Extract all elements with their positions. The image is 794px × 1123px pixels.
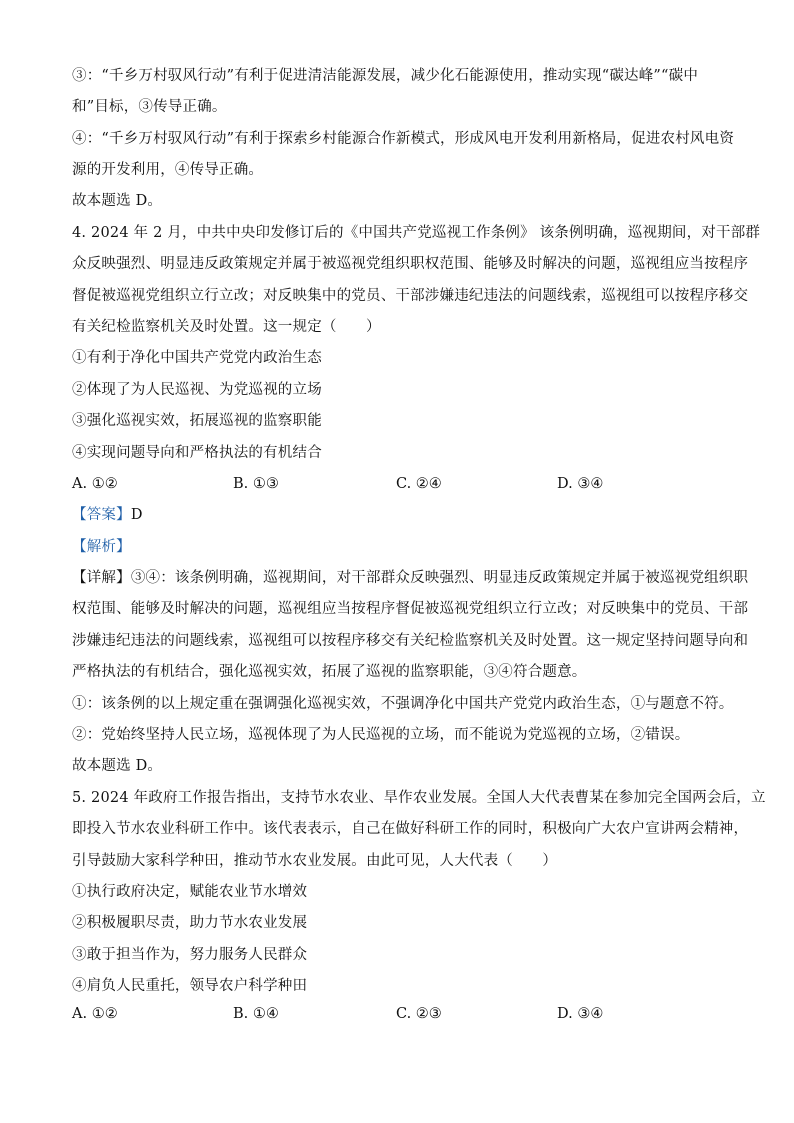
q4-option-a: A. ①② (72, 476, 118, 492)
q4-note-2: ②：党始终坚持人民立场，巡视体现了为人民巡视的立场，而不能说为党巡视的立场，②错误。 (72, 727, 690, 743)
q5-statement-4: ④肩负人民重托，领导农户科学种田 (72, 978, 308, 994)
q4-option-b: B. ①③ (233, 476, 279, 492)
q4-detail-line4: 严格执法的有机结合，强化巡视实效，拓展了巡视的监察职能，③④符合题意。 (72, 664, 587, 680)
q4-detail-line2: 权范围、能够及时解决的问题，巡视组应当按程序督促被巡视党组织立行立改；对反映集中的党员、干部 (72, 601, 749, 617)
q3-item3-line1: ③：“千乡万村驭风行动”有利于促进清洁能源发展，减少化石能源使用，推动实现“碳达峰”“碳中 (72, 68, 699, 84)
q4-answer (72, 505, 732, 525)
q4-detail-line1 (72, 568, 749, 588)
q3-item3-line2: 和”目标，③传导正确。 (72, 99, 227, 115)
q5-statement-1: ①执行政府决定，赋能农业节水增效 (72, 884, 308, 900)
q4-statement-4: ④实现问题导向和严格执法的有机结合 (72, 445, 322, 461)
detail-text-1: ③④：该条例明确，巡视期间，对干部群众反映强烈、明显违反政策规定并属于被巡视党组织职 (130, 570, 749, 586)
q4-analysis-heading (72, 537, 732, 557)
q3-item4-line1: ④：“千乡万村驭风行动”有利于探索乡村能源合作新模式，形成风电开发利用新格局，促进农村风电资 (72, 131, 735, 147)
answer-tag: 【答案】 (72, 507, 131, 523)
q5-option-d: D. ③④ (557, 1006, 604, 1022)
q4-stem-line3: 督促被巡视党组织立行立改；对反映集中的党员、干部涉嫌违纪违法的问题线索，巡视组可以按程序移交 (72, 288, 749, 304)
q5-stem-line3: 引导鼓励大家科学种田，推动节水农业发展。由此可见，人大代表（ ） (72, 853, 558, 869)
q4-stem-line2: 众反映强烈、明显违反政策规定并属于被巡视党组织职权范围、能够及时解决的问题，巡视组应当按程序 (72, 256, 749, 272)
detail-tag: 【详解】 (72, 570, 131, 586)
q5-statement-2: ②积极履职尽责，助力节水农业发展 (72, 915, 308, 931)
q4-detail-line3: 涉嫌违纪违法的问题线索，巡视组可以按程序移交有关纪检监察机关及时处置。这一规定坚持问题导向和 (72, 633, 749, 649)
q4-statement-3: ③强化巡视实效，拓展巡视的监察职能 (72, 413, 322, 429)
q3-conclusion: 故本题选 D。 (72, 193, 163, 209)
analysis-tag: 【解析】 (72, 539, 131, 555)
q4-stem-line1: 4. 2024 年 2 月，中共中央印发修订后的《中国共产党巡视工作条例》 该条例明确，巡视期间，对干部群 (72, 225, 761, 241)
q5-statement-3: ③敢于担当作为，努力服务人民群众 (72, 947, 308, 963)
q4-note-1: ①：该条例的以上规定重在强调强化巡视实效，不强调净化中国共产党党内政治生态，①与题意不符。 (72, 696, 734, 712)
q5-option-c: C. ②③ (396, 1006, 442, 1022)
q4-conclusion: 故本题选 D。 (72, 758, 163, 774)
q4-stem-line4: 有关纪检监察机关及时处置。这一规定（ ） (72, 319, 381, 335)
answer-value: D (130, 507, 143, 523)
q5-option-a: A. ①② (72, 1006, 118, 1022)
q5-option-b: B. ①④ (233, 1006, 279, 1022)
q5-stem-line1: 5. 2024 年政府工作报告指出，支持节水农业、旱作农业发展。全国人大代表曹某在参加完全国两会后，立 (72, 790, 766, 806)
q4-option-c: C. ②④ (396, 476, 442, 492)
q4-statement-1: ①有利于净化中国共产党党内政治生态 (72, 350, 322, 366)
q4-statement-2: ②体现了为人民巡视、为党巡视的立场 (72, 382, 322, 398)
q4-option-d: D. ③④ (557, 476, 604, 492)
q3-item4-line2: 源的开发利用，④传导正确。 (72, 162, 264, 178)
q5-stem-line2: 即投入节水农业科研工作中。该代表表示，自己在做好科研工作的同时，积极向广大农户宣讲两会精神， (72, 821, 749, 837)
